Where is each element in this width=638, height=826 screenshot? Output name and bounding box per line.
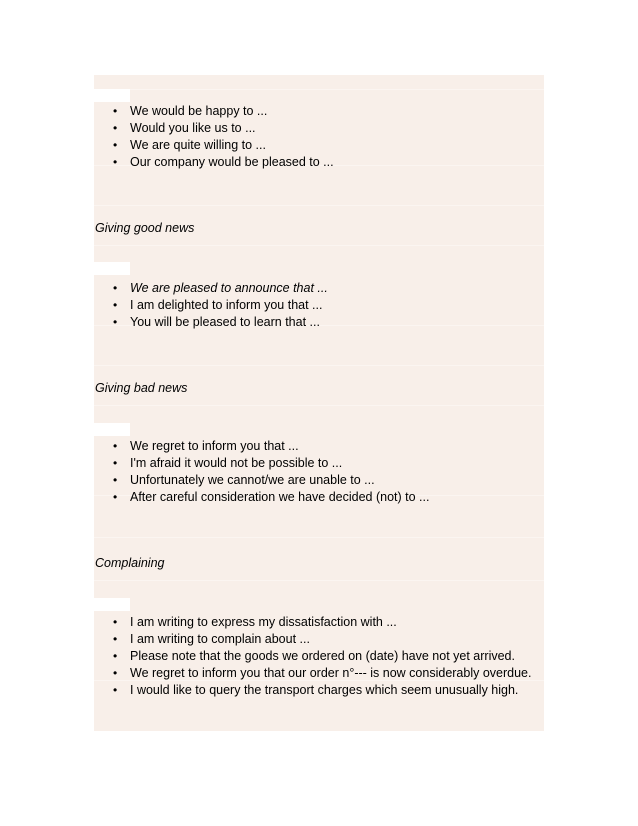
bullet-icon: • [113, 439, 118, 453]
bullet-list-good-news [94, 280, 328, 331]
list-item: • Would you like us to ... [113, 121, 256, 135]
list-item: • We are quite willing to ... [113, 138, 266, 152]
list-item: • We are pleased to announce that ... [113, 281, 328, 295]
bullet-icon: • [113, 666, 118, 680]
bullet-list-offers [94, 103, 334, 171]
row-divider [94, 245, 544, 246]
gutter-notch [94, 262, 130, 275]
bullet-icon: • [113, 615, 118, 629]
list-item: • You will be pleased to learn that ... [113, 315, 320, 329]
bullet-icon: • [113, 138, 118, 152]
row-divider [94, 205, 544, 206]
gutter-notch [94, 598, 130, 611]
row-divider [94, 537, 544, 538]
list-item: • Unfortunately we cannot/we are unable to ... [113, 473, 375, 487]
bullet-icon: • [113, 473, 118, 487]
row-divider [94, 580, 544, 581]
section-heading-good-news: Giving good news [95, 221, 195, 235]
list-item: • We regret to inform you that our order n°--- is now considerably overdue. [113, 666, 532, 680]
list-item: • I'm afraid it would not be possible to ... [113, 456, 343, 470]
bullet-icon: • [113, 632, 118, 646]
section-heading-complaining: Complaining [95, 556, 165, 570]
list-item: • We regret to inform you that ... [113, 439, 299, 453]
gutter-notch [94, 423, 130, 436]
gutter-notch [94, 89, 130, 102]
bullet-icon: • [113, 155, 118, 169]
bullet-icon: • [113, 121, 118, 135]
list-item: • Our company would be pleased to ... [113, 155, 334, 169]
bullet-icon: • [113, 683, 118, 697]
bullet-icon: • [113, 281, 118, 295]
list-item: • I am writing to express my dissatisfaction with ... [113, 615, 397, 629]
list-item: • I am writing to complain about ... [113, 632, 310, 646]
list-item: • I would like to query the transport charges which seem unusually high. [113, 683, 519, 697]
bullet-icon: • [113, 315, 118, 329]
bullet-icon: • [113, 490, 118, 504]
row-divider [94, 365, 544, 366]
list-item: • Please note that the goods we ordered on (date) have not yet arrived. [113, 649, 515, 663]
bullet-icon: • [113, 649, 118, 663]
row-divider [94, 89, 544, 90]
row-divider [94, 405, 544, 406]
list-item: • After careful consideration we have decided (not) to ... [113, 490, 430, 504]
list-item: • I am delighted to inform you that ... [113, 298, 323, 312]
list-item: • We would be happy to ... [113, 104, 268, 118]
bullet-list-bad-news [94, 438, 429, 506]
section-heading-bad-news: Giving bad news [95, 381, 188, 395]
bullet-list-complaining [94, 614, 531, 699]
bullet-icon: • [113, 298, 118, 312]
bullet-icon: • [113, 456, 118, 470]
bullet-icon: • [113, 104, 118, 118]
